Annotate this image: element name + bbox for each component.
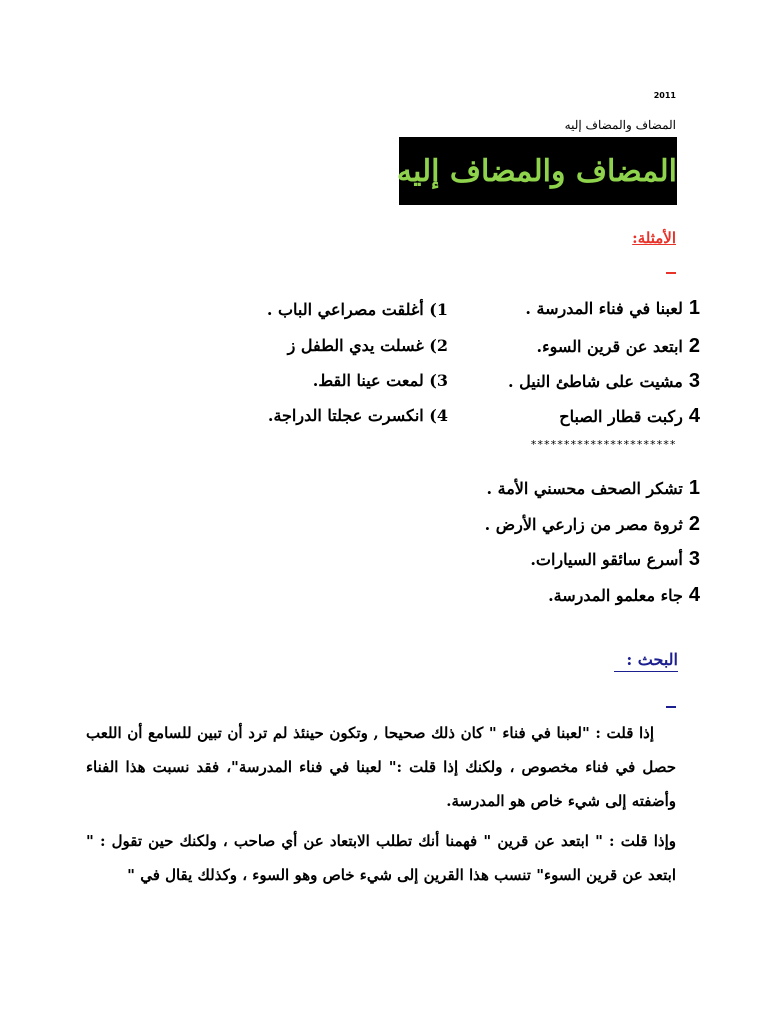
research-dash — [666, 706, 676, 708]
example-text: جاء معلمو المدرسة. — [548, 586, 683, 605]
example-row: 3) لمعت عينا القط. — [312, 371, 448, 390]
example-row — [537, 336, 700, 357]
example-text: انكسرت عجلتا الدراجة. — [267, 406, 424, 425]
example-text: لعبنا في فناء المدرسة . — [525, 299, 683, 318]
example-text: تشكر الصحف محسني الأمة . — [486, 479, 683, 498]
example-text: غسلت يدي الطفل ز — [287, 336, 424, 355]
running-header: المضاف والمضاف إليه — [564, 118, 676, 132]
example-number: 4 — [688, 405, 700, 427]
example-row — [548, 585, 700, 606]
example-number: 4 — [436, 406, 448, 425]
title-banner — [396, 137, 677, 205]
example-row — [508, 371, 700, 392]
page-title: المضاف والمضاف إليه — [396, 153, 677, 189]
example-text: لمعت عينا القط. — [312, 371, 424, 390]
example-number: 3 — [688, 370, 700, 392]
example-number: 4 — [688, 584, 700, 606]
example-row — [525, 298, 700, 319]
example-row: 2) غسلت يدي الطفل ز — [287, 336, 448, 355]
examples-dash — [666, 272, 676, 274]
example-number: 3 — [436, 371, 448, 390]
examples-heading: الأمثلة: — [632, 229, 676, 247]
example-row — [530, 549, 700, 570]
example-number: 1 — [688, 477, 700, 499]
example-row: 1) أغلقت مصراعي الباب . — [266, 300, 448, 319]
example-text: أسرع سائقو السيارات. — [530, 550, 683, 569]
example-text: أغلقت مصراعي الباب . — [266, 300, 424, 319]
example-text: ابتعد عن قرين السوء. — [536, 337, 683, 356]
example-row: 4) انكسرت عجلتا الدراجة. — [267, 406, 448, 425]
example-text: ثروة مصر من زارعي الأرض . — [484, 515, 683, 534]
example-number: 2 — [688, 513, 700, 535]
year-label: 2011 — [653, 91, 676, 100]
example-number: 2 — [436, 336, 448, 355]
example-number: 1 — [436, 300, 448, 319]
example-number: 2 — [688, 335, 700, 357]
example-text: مشيت على شاطئ النيل . — [508, 372, 683, 391]
example-row — [559, 406, 700, 427]
example-row — [485, 514, 700, 535]
example-number: 1 — [688, 297, 700, 319]
example-row — [486, 478, 700, 499]
separator-stars: ********************** — [530, 438, 676, 451]
research-heading: البحث : — [614, 650, 678, 672]
example-text: ركبت قطار الصباح — [559, 407, 683, 426]
research-paragraph-1: إذا قلت : "لعبنا في فناء " كان ذلك صحيحا , وتكون حينئذ لم ترد أن تبين للسامع أن اللعب حصل في فناء مخصوص ، ولكنك إذا قلت :" لعبنا في فناء المدرسة"، فقد نسبت هذا الفناء وأضفته إلى شيء خاص هو المدرسة. — [86, 724, 676, 810]
example-number: 3 — [688, 548, 700, 570]
research-paragraph-2: وإذا قلت : " ابتعد عن قرين " فهمنا أنك تطلب الابتعاد عن أي صاحب ، ولكنك حين تقول : " ابتعد عن قرين السوء" تنسب هذا القرين إلى شيء خاص وهو السوء ، وكذلك يقال في " — [86, 832, 676, 884]
